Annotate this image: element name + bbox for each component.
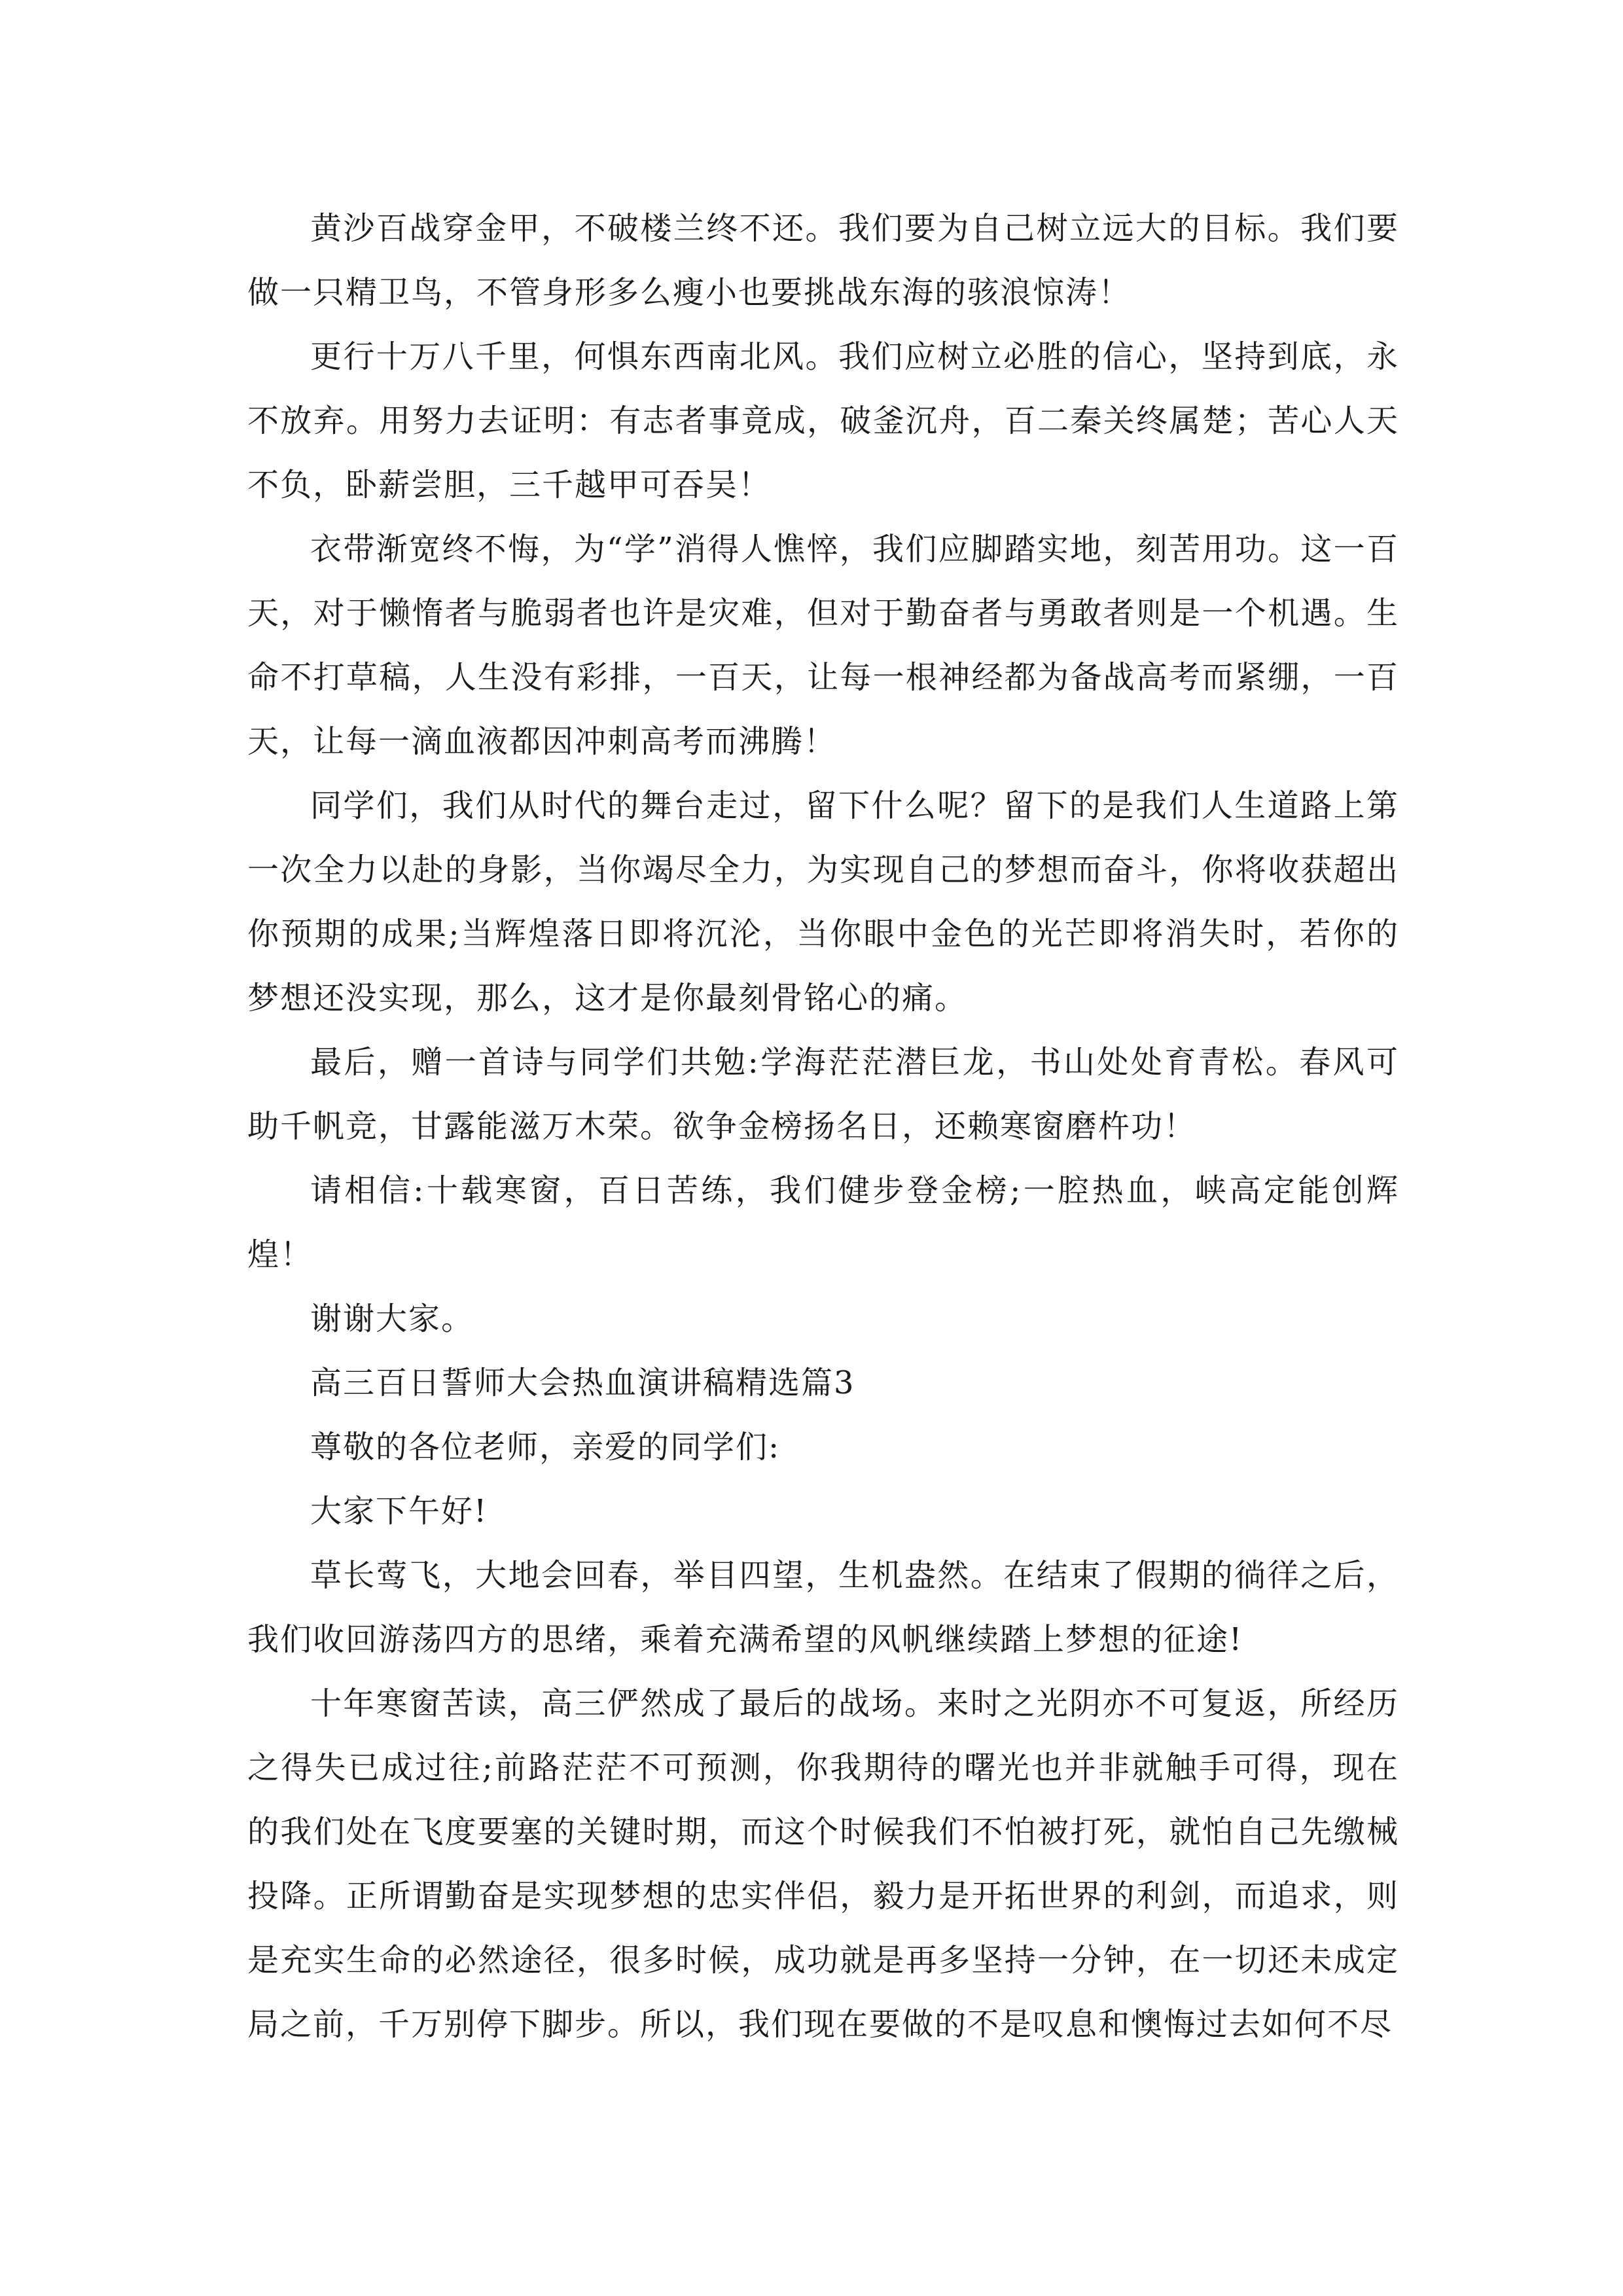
paragraph: 谢谢大家。	[310, 1300, 474, 1337]
paragraph: 草长莺飞，大地会回春，举目四望，生机盎然。在结束了假期的徜徉之后，我们收回游荡四方的思绪，乘着充满希望的风帆继续踏上梦想的征途!	[247, 1557, 1399, 1658]
paragraph: 更行十万八千里，何惧东西南北风。我们应树立必胜的信心，坚持到底，永不放弃。用努力去证明：有志者事竟成，破釜沉舟，百二秦关终属楚；苦心人天不负，卧薪尝胆，三千越甲可吞吴！	[247, 338, 1399, 503]
paragraph: 黄沙百战穿金甲，不破楼兰终不还。我们要为自己树立远大的目标。我们要做一只精卫鸟，不管身形多么瘦小也要挑战东海的骇浪惊涛！	[247, 210, 1399, 311]
paragraph: 请相信:十载寒窗，百日苦练，我们健步登金榜;一腔热血，峡高定能创辉煌！	[247, 1172, 1399, 1273]
paragraph: 最后，赠一首诗与同学们共勉:学海茫茫潜巨龙，书山处处育青松。春风可助千帆竞，甘露能滋万木荣。欲争金榜扬名日，还赖寒窗磨杵功！	[247, 1044, 1399, 1145]
paragraph: 衣带渐宽终不悔，为“学”消得人憔悴，我们应脚踏实地，刻苦用功。这一百天，对于懒惰者与脆弱者也许是灾难，但对于勤奋者与勇敢者则是一个机遇。生命不打草稿，人生没有彩排，一百天，让每一根神经都为备战高考而紧绷，一百天，让每一滴血液都因冲刺高考而沸腾！	[247, 531, 1399, 760]
salutation: 尊敬的各位老师，亲爱的同学们:	[310, 1429, 781, 1465]
document-body	[247, 196, 1399, 2056]
paragraph: 十年寒窗苦读，高三俨然成了最后的战场。来时之光阴亦不可复返，所经历之得失已成过往;前路茫茫不可预测，你我期待的曙光也并非就触手可得，现在的我们处在飞度要塞的关键时期，而这个时候我们不怕被打死，就怕自己先缴械投降。正所谓勤奋是实现梦想的忠实伴侣，毅力是开拓世界的利剑，而追求，则是充实生命的必然途径，很多时候，成功就是再多坚持一分钟，在一切还未成定局之前，千万别停下脚步。所以，我们现在要做的不是叹息和懊悔过去如何不尽	[247, 1685, 1399, 2043]
paragraph: 同学们，我们从时代的舞台走过，留下什么呢？留下的是我们人生道路上第一次全力以赴的身影，当你竭尽全力，为实现自己的梦想而奋斗，你将收获超出你预期的成果;当辉煌落日即将沉沦，当你眼中金色的光芒即将消失时，若你的梦想还没实现，那么，这才是你最刻骨铭心的痛。	[247, 787, 1399, 1016]
section-heading: 高三百日誓师大会热血演讲稿精选篇3	[310, 1365, 855, 1401]
greeting: 大家下午好!	[310, 1493, 488, 1530]
